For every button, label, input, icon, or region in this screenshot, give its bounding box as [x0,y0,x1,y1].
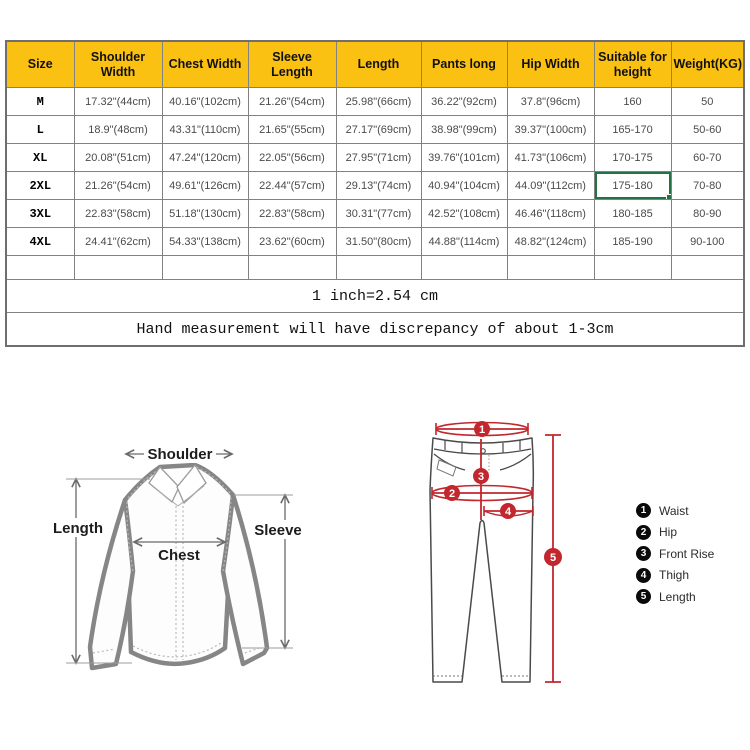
data-cell: 39.76"(101cm) [421,144,507,172]
column-header: Chest Width [162,41,248,88]
note-row [6,313,744,347]
empty-cell [671,256,744,280]
size-cell: 3XL [6,200,74,228]
sleeve-label: Sleeve [254,522,302,539]
legend-item [636,546,714,561]
shoulder-label: Shoulder [147,446,213,463]
legend-label: Thigh [659,568,690,582]
data-cell: 41.73"(106cm) [507,144,594,172]
data-cell: 23.62"(60cm) [248,228,336,256]
column-header: Shoulder Width [74,41,162,88]
empty-cell [248,256,336,280]
data-cell: 29.13"(74cm) [336,172,421,200]
size-chart-table [5,40,745,347]
legend-number-icon: 1 [636,503,651,518]
data-cell: 30.31"(77cm) [336,200,421,228]
data-cell: 31.50"(80cm) [336,228,421,256]
shirt-diagram [53,444,303,668]
column-header: Suitable for height [594,41,671,88]
data-cell: 42.52"(108cm) [421,200,507,228]
data-cell: 40.16"(102cm) [162,88,248,116]
empty-cell [74,256,162,280]
legend-number-icon: 4 [636,568,651,583]
size-cell: 4XL [6,228,74,256]
data-cell: 21.65"(55cm) [248,116,336,144]
column-header: Sleeve Length [248,41,336,88]
table-row [6,228,744,256]
data-cell: 54.33"(138cm) [162,228,248,256]
length-label: Length [53,520,103,537]
data-cell: 160 [594,88,671,116]
table-body [6,88,744,347]
data-cell: 27.17"(69cm) [336,116,421,144]
marker-5: 5 [549,552,557,564]
table-row [6,116,744,144]
legend-label: Hip [659,525,678,539]
chest-label: Chest [158,547,200,564]
legend-item [636,525,714,540]
marker-3: 3 [477,471,485,483]
data-cell: 18.9"(48cm) [74,116,162,144]
column-header: Length [336,41,421,88]
data-cell: 20.08"(51cm) [74,144,162,172]
data-cell: 22.83"(58cm) [74,200,162,228]
note-inch-conversion: 1 inch=2.54 cm [6,280,744,313]
legend-label: Front Rise [659,546,715,561]
legend-item [636,568,714,583]
table-row [6,200,744,228]
data-cell: 22.83"(58cm) [248,200,336,228]
data-cell: 40.94"(104cm) [421,172,507,200]
note-row [6,280,744,313]
data-cell: 39.37"(100cm) [507,116,594,144]
data-cell: 21.26"(54cm) [74,172,162,200]
column-header: Pants long [421,41,507,88]
data-cell: 38.98"(99cm) [421,116,507,144]
legend-number-icon: 3 [636,546,651,561]
size-cell: 2XL [6,172,74,200]
data-cell: 165-170 [594,116,671,144]
legend-number-icon: 2 [636,525,651,540]
table-row [6,88,744,116]
data-cell: 80-90 [671,200,744,228]
data-cell: 25.98"(66cm) [336,88,421,116]
legend-number-icon: 5 [636,589,651,604]
legend-item [636,589,714,604]
size-cell: XL [6,144,74,172]
data-cell: 50 [671,88,744,116]
empty-row [6,256,744,280]
data-cell: 180-185 [594,200,671,228]
data-cell: 90-100 [671,228,744,256]
data-cell: 44.88"(114cm) [421,228,507,256]
empty-cell [594,256,671,280]
data-cell: 36.22"(92cm) [421,88,507,116]
data-cell: 17.32"(44cm) [74,88,162,116]
data-cell: 43.31"(110cm) [162,116,248,144]
data-cell: 37.8"(96cm) [507,88,594,116]
table-row [6,144,744,172]
selected-cell: 175-180 [594,172,671,200]
empty-cell [162,256,248,280]
data-cell: 27.95"(71cm) [336,144,421,172]
column-header: Hip Width [507,41,594,88]
marker-1: 1 [478,424,486,436]
empty-cell [6,256,74,280]
data-cell: 70-80 [671,172,744,200]
data-cell: 51.18"(130cm) [162,200,248,228]
empty-cell [336,256,421,280]
size-cell: L [6,116,74,144]
column-header: Size [6,41,74,88]
table-row [6,172,744,200]
data-cell: 50-60 [671,116,744,144]
empty-cell [507,256,594,280]
data-cell: 185-190 [594,228,671,256]
data-cell: 22.05"(56cm) [248,144,336,172]
data-cell: 44.09"(112cm) [507,172,594,200]
column-header: Weight(KG) [671,41,744,88]
pants-legend [636,503,714,611]
empty-cell [421,256,507,280]
marker-2: 2 [448,488,456,500]
shirt-body [125,465,233,664]
data-cell: 24.41"(62cm) [74,228,162,256]
legend-label: Length [659,589,696,604]
data-cell: 60-70 [671,144,744,172]
legend-item [636,503,714,518]
marker-4: 4 [504,506,512,518]
pants-diagram [430,421,562,682]
legend-label: Waist [659,503,689,518]
data-cell: 47.24"(120cm) [162,144,248,172]
data-cell: 170-175 [594,144,671,172]
data-cell: 21.26"(54cm) [248,88,336,116]
data-cell: 22.44"(57cm) [248,172,336,200]
size-cell: M [6,88,74,116]
data-cell: 48.82"(124cm) [507,228,594,256]
note-measurement-discrepancy: Hand measurement will have discrepancy of about 1-3cm [6,313,744,347]
header-row [6,41,744,88]
data-cell: 46.46"(118cm) [507,200,594,228]
data-cell: 49.61"(126cm) [162,172,248,200]
